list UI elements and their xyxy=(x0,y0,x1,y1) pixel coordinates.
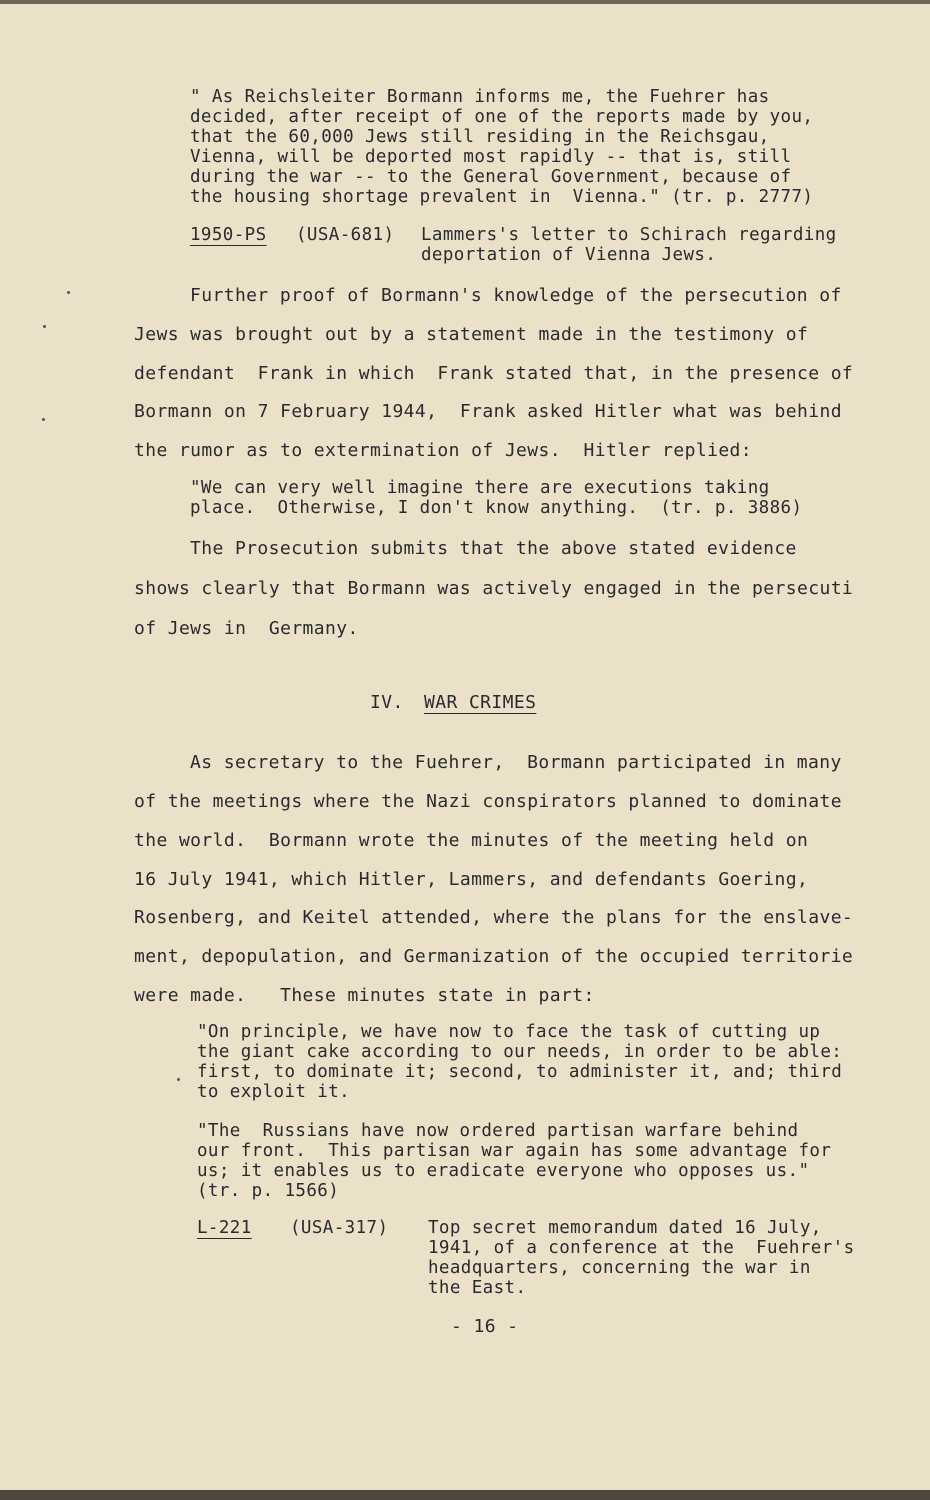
scan-speck xyxy=(43,325,46,328)
section-numeral: IV. xyxy=(370,692,404,713)
scan-speck xyxy=(177,1078,180,1081)
scan-speck xyxy=(67,291,70,294)
paragraph-line: ment, depopulation, and Germanization of the occupied territorie xyxy=(134,946,854,967)
paragraph-line: of the meetings where the Nazi conspirators planned to dominate xyxy=(134,791,842,812)
paragraph-line: Jews was brought out by a statement made in the testimony of xyxy=(134,324,809,345)
paragraph-line: were made. These minutes state in part: xyxy=(134,985,595,1006)
paragraph-line: the rumor as to extermination of Jews. Hitler replied: xyxy=(134,440,753,461)
paragraph-line: Rosenberg, and Keitel attended, where the plans for the enslave- xyxy=(134,907,854,928)
paragraph-line: Further proof of Bormann's knowledge of the persecution of xyxy=(190,285,842,306)
paragraph-line: shows clearly that Bormann was actively engaged in the persecuti xyxy=(134,578,854,599)
exhibit-desc: deportation of Vienna Jews. xyxy=(421,245,717,265)
section-title: WAR CRIMES xyxy=(424,692,537,713)
exhibit-id: 1950-PS xyxy=(190,225,267,245)
exhibit-desc: headquarters, concerning the war in xyxy=(428,1258,811,1278)
quote-line: Vienna, will be deported most rapidly -- that is, still xyxy=(190,147,792,167)
exhibit-desc: the East. xyxy=(428,1278,527,1298)
quote-line: (tr. p. 1566) xyxy=(197,1181,340,1201)
quote-line: us; it enables us to eradicate everyone who opposes us." xyxy=(197,1161,810,1181)
quote-line: place. Otherwise, I don't know anything. (tr. p. 3886) xyxy=(190,498,803,518)
quote-line: "We can very well imagine there are executions taking xyxy=(190,478,770,498)
paragraph-line: As secretary to the Fuehrer, Bormann participated in many xyxy=(190,752,842,773)
exhibit-ref: (USA-681) xyxy=(296,225,395,245)
quote-line: "The Russians have now ordered partisan warfare behind xyxy=(197,1121,799,1141)
quote-line: "On principle, we have now to face the task of cutting up xyxy=(197,1022,821,1042)
quote-line: our front. This partisan war again has some advantage for xyxy=(197,1141,832,1161)
quote-line: the housing shortage prevalent in Vienna." (tr. p. 2777) xyxy=(190,187,814,207)
exhibit-ref: (USA-317) xyxy=(290,1218,389,1238)
quote-line: to exploit it. xyxy=(197,1082,351,1102)
exhibit-desc: 1941, of a conference at the Fuehrer's xyxy=(428,1238,855,1258)
quote-line: " As Reichsleiter Bormann informs me, the Fuehrer has xyxy=(190,87,770,107)
quote-line: that the 60,000 Jews still residing in the Reichsgau, xyxy=(190,127,770,147)
exhibit-id: L-221 xyxy=(197,1218,252,1238)
paragraph-line: Bormann on 7 February 1944, Frank asked Hitler what was behind xyxy=(134,401,842,422)
exhibit-desc: Top secret memorandum dated 16 July, xyxy=(428,1218,822,1238)
paragraph-line: defendant Frank in which Frank stated that, in the presence of xyxy=(134,363,854,384)
paragraph-line: of Jews in Germany. xyxy=(134,618,359,639)
quote-line: decided, after receipt of one of the reports made by you, xyxy=(190,107,814,127)
quote-line: during the war -- to the General Government, because of xyxy=(190,167,792,187)
paragraph-line: the world. Bormann wrote the minutes of the meeting held on xyxy=(134,830,809,851)
scan-bottom-edge xyxy=(0,1490,930,1500)
paragraph-line: The Prosecution submits that the above stated evidence xyxy=(190,538,797,559)
quote-line: first, to dominate it; second, to administer it, and; third xyxy=(197,1062,843,1082)
paragraph-line: 16 July 1941, which Hitler, Lammers, and defendants Goering, xyxy=(134,869,809,890)
page-number: - 16 - xyxy=(451,1316,519,1337)
scan-top-edge xyxy=(0,0,930,4)
scan-speck xyxy=(42,418,45,421)
exhibit-desc: Lammers's letter to Schirach regarding xyxy=(421,225,837,245)
quote-line: the giant cake according to our needs, in order to be able: xyxy=(197,1042,843,1062)
